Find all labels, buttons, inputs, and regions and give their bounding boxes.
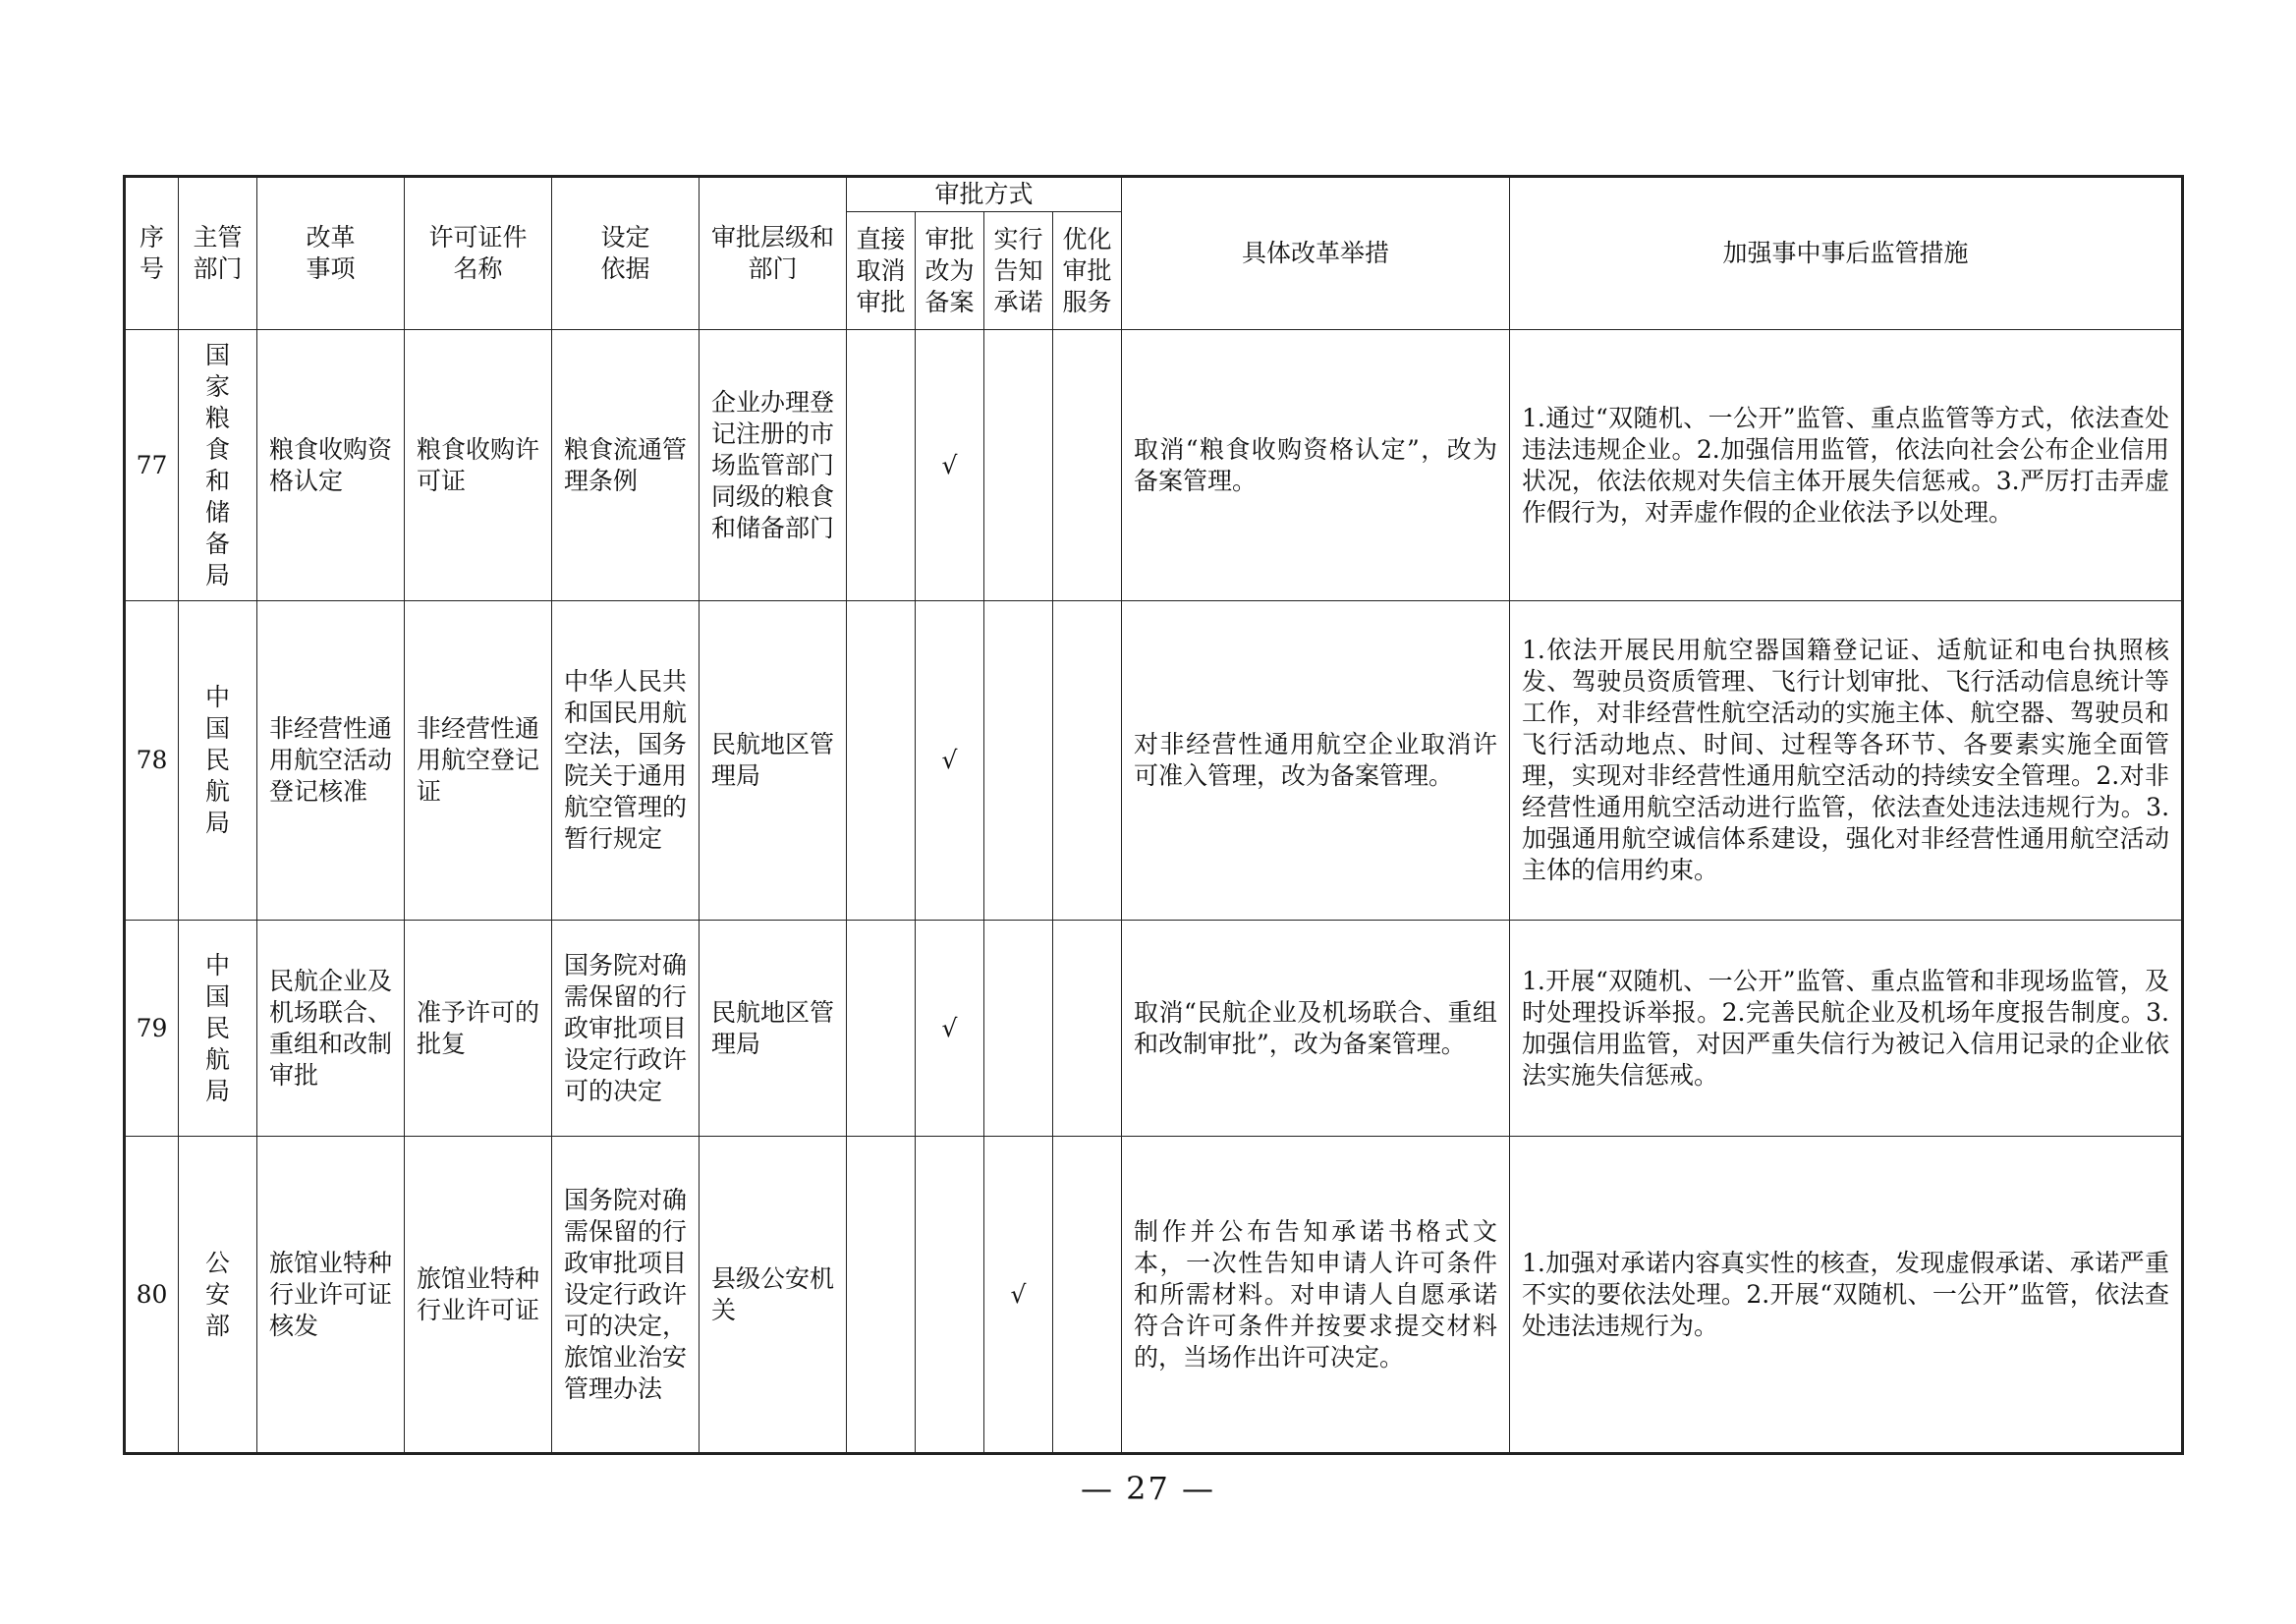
page-number: — 27 — — [1080, 1470, 1216, 1507]
header-basis: 设定依据 — [552, 177, 700, 330]
header-method-notify: 实行告知承诺 — [984, 212, 1053, 330]
row-license: 非经营性通用航空登记证 — [405, 601, 552, 921]
row-dept: 中国民航局 — [179, 601, 257, 921]
header-method-group: 审批方式 — [847, 177, 1122, 212]
row-dept: 国家粮食和储备局 — [179, 330, 257, 601]
row-basis: 粮食流通管理条例 — [552, 330, 700, 601]
row-basis: 国务院对确需保留的行政审批项目设定行政许可的决定 — [552, 921, 700, 1137]
row-level: 民航地区管理局 — [700, 601, 847, 921]
row-supervision: 1.开展“双随机、一公开”监管、重点监管和非现场监管，及时处理投诉举报。2.完善民航企业及机场年度报告制度。3.加强信用监管，对因严重失信行为被记入信用记录的企业依法实施失信惩戒。 — [1510, 921, 2183, 1137]
header-measures: 具体改革举措 — [1122, 177, 1510, 330]
row-seq: 80 — [125, 1137, 179, 1454]
header-level: 审批层级和部门 — [700, 177, 847, 330]
row-seq: 79 — [125, 921, 179, 1137]
row-supervision: 1.通过“双随机、一公开”监管、重点监管等方式，依法查处违法违规企业。2.加强信用监管，依法向社会公布企业信用状况，依法依规对失信主体开展失信惩戒。3.严厉打击弄虚作假行为，对弄虚作假的企业依法予以处理。 — [1510, 330, 2183, 601]
header-license: 许可证件名称 — [405, 177, 552, 330]
row-supervision: 1.依法开展民用航空器国籍登记证、适航证和电台执照核发、驾驶员资质管理、飞行计划审批、飞行活动信息统计等工作，对非经营性航空活动的实施主体、航空器、驾驶员和飞行活动地点、时间、过程等各环节、各要素实施全面管理，实现对非经营性通用航空活动的持续安全管理。2.对非经营性通用航空活动进行监管，依法查处违法违规行为。3.加强通用航空诚信体系建设，强化对非经营性通用航空活动主体的信用约束。 — [1510, 601, 2183, 921]
row-measures: 取消“粮食收购资格认定”，改为备案管理。 — [1122, 330, 1510, 601]
row-measures: 对非经营性通用航空企业取消许可准入管理，改为备案管理。 — [1122, 601, 1510, 921]
row-basis: 中华人民共和国民用航空法，国务院关于通用航空管理的暂行规定 — [552, 601, 700, 921]
row-item: 粮食收购资格认定 — [257, 330, 405, 601]
row-method-optimize — [1053, 601, 1122, 921]
row-method-notify — [984, 921, 1053, 1137]
table-row — [125, 330, 2183, 601]
header-method-cancel: 直接取消审批 — [847, 212, 916, 330]
row-seq: 78 — [125, 601, 179, 921]
row-dept: 公安部 — [179, 1137, 257, 1454]
header-dept: 主管部门 — [179, 177, 257, 330]
row-method-filing: √ — [916, 330, 984, 601]
row-method-notify: √ — [984, 1137, 1053, 1454]
row-method-filing: √ — [916, 601, 984, 921]
row-basis: 国务院对确需保留的行政审批项目设定行政许可的决定，旅馆业治安管理办法 — [552, 1137, 700, 1454]
row-license: 准予许可的批复 — [405, 921, 552, 1137]
table-row — [125, 1137, 2183, 1454]
row-method-optimize — [1053, 1137, 1122, 1454]
row-item: 旅馆业特种行业许可证核发 — [257, 1137, 405, 1454]
row-level: 县级公安机关 — [700, 1137, 847, 1454]
row-method-optimize — [1053, 921, 1122, 1137]
row-license: 旅馆业特种行业许可证 — [405, 1137, 552, 1454]
reform-table — [123, 175, 2184, 1455]
row-measures: 制作并公布告知承诺书格式文本，一次性告知申请人许可条件和所需材料。对申请人自愿承诺符合许可条件并按要求提交材料的，当场作出许可决定。 — [1122, 1137, 1510, 1454]
row-method-notify — [984, 330, 1053, 601]
row-method-cancel — [847, 1137, 916, 1454]
row-supervision: 1.加强对承诺内容真实性的核查，发现虚假承诺、承诺严重不实的要依法处理。2.开展“双随机、一公开”监管，依法查处违法违规行为。 — [1510, 1137, 2183, 1454]
row-method-notify — [984, 601, 1053, 921]
header-supervision: 加强事中事后监管措施 — [1510, 177, 2183, 330]
table-row — [125, 601, 2183, 921]
row-item: 非经营性通用航空活动登记核准 — [257, 601, 405, 921]
table-row — [125, 921, 2183, 1137]
row-method-cancel — [847, 921, 916, 1137]
header-item: 改革事项 — [257, 177, 405, 330]
row-level: 企业办理登记注册的市场监管部门同级的粮食和储备部门 — [700, 330, 847, 601]
row-method-optimize — [1053, 330, 1122, 601]
row-method-filing: √ — [916, 921, 984, 1137]
row-license: 粮食收购许可证 — [405, 330, 552, 601]
row-seq: 77 — [125, 330, 179, 601]
header-method-filing: 审批改为备案 — [916, 212, 984, 330]
row-method-cancel — [847, 330, 916, 601]
header-seq: 序号 — [125, 177, 179, 330]
header-method-optimize: 优化审批服务 — [1053, 212, 1122, 330]
row-item: 民航企业及机场联合、重组和改制审批 — [257, 921, 405, 1137]
row-level: 民航地区管理局 — [700, 921, 847, 1137]
row-method-cancel — [847, 601, 916, 921]
row-measures: 取消“民航企业及机场联合、重组和改制审批”，改为备案管理。 — [1122, 921, 1510, 1137]
row-method-filing — [916, 1137, 984, 1454]
row-dept: 中国民航局 — [179, 921, 257, 1137]
